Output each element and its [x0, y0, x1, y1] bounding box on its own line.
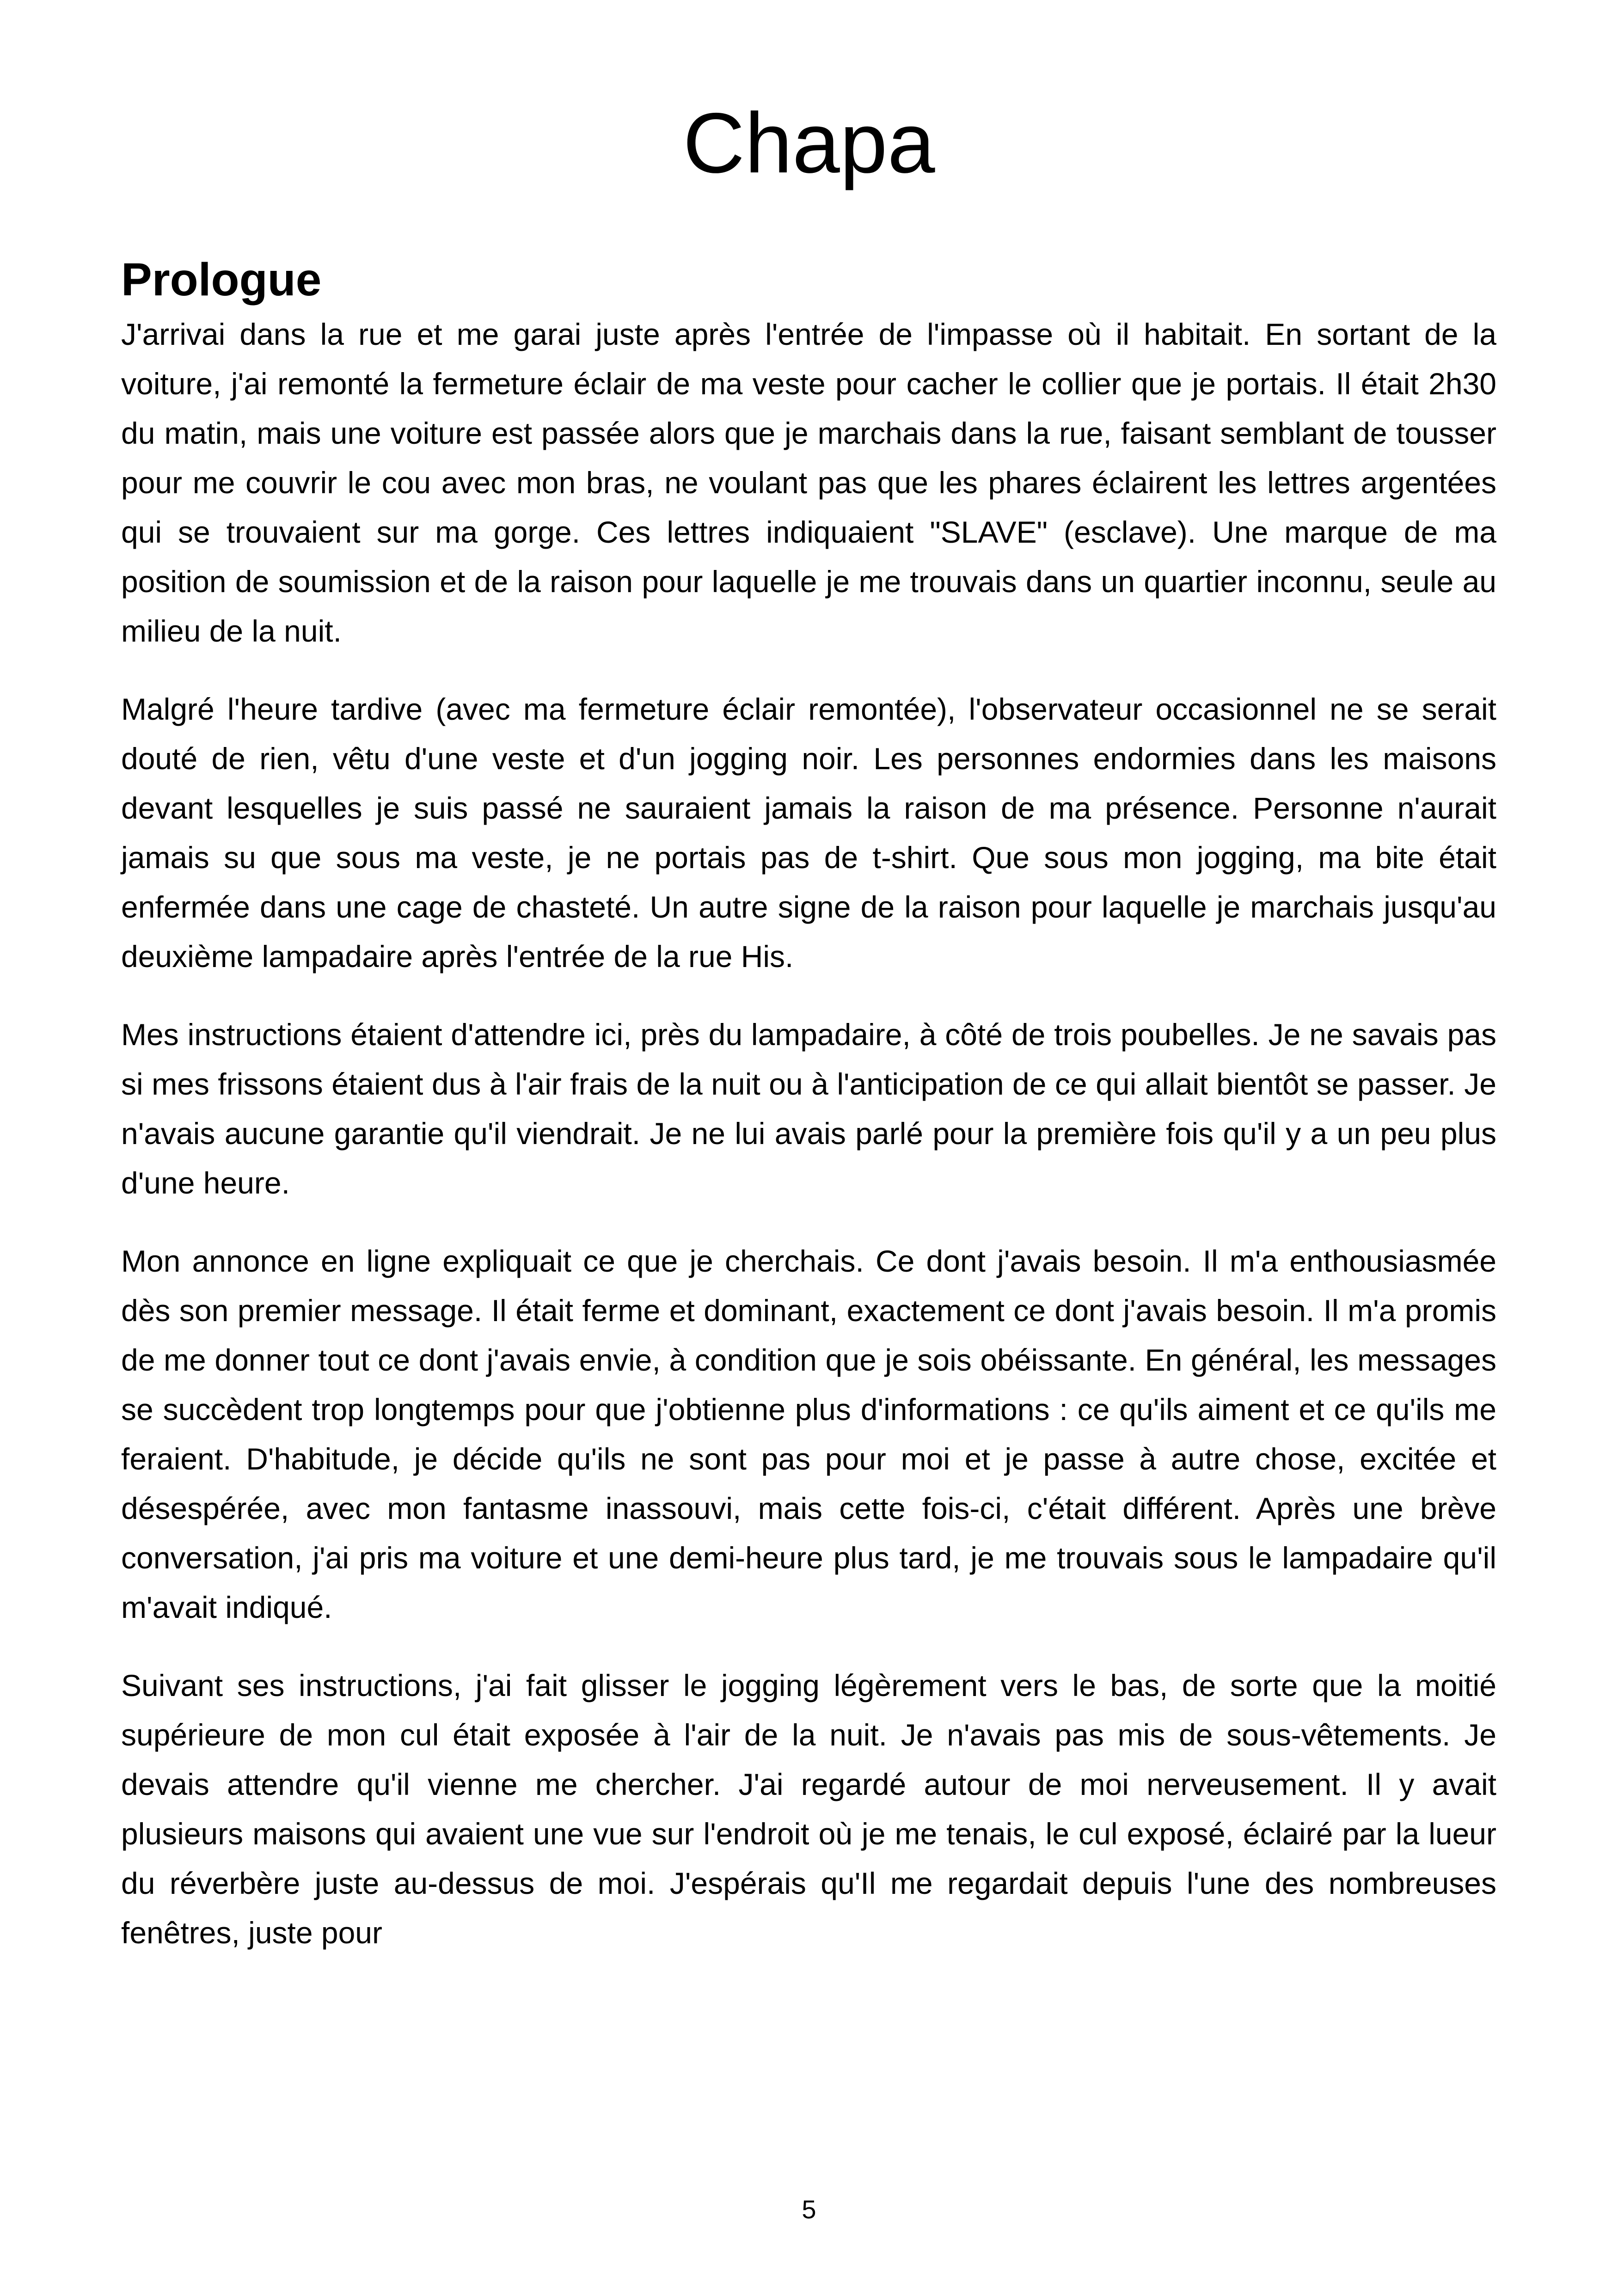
document-body	[121, 250, 1496, 1986]
paragraph-5: Suivant ses instructions, j'ai fait glisser le jogging légèrement vers le bas, de sorte que la moitié supérieure de mon cul était exposée à l'air de la nuit. Je n'avais pas mis de sous-vêtements. Je devais attendre qu'il vienne me chercher. J'ai regardé autour de moi nerveusement. Il y avait plusieurs maisons qui avaient une vue sur l'endroit où je me tenais, le cul exposé, éclairé par la lueur du réverbère juste au-dessus de moi. J'espérais qu'Il me regardait depuis l'une des nombreuses fenêtres, juste pour	[121, 1668, 1496, 1950]
page-number: 5	[802, 2195, 816, 2224]
paragraph-4: Mon annonce en ligne expliquait ce que je cherchais. Ce dont j'avais besoin. Il m'a enthousiasmée dès son premier message. Il était ferme et dominant, exactement ce dont j'avais besoin. Il m'a promis de me donner tout ce dont j'avais envie, à condition que je sois obéissante. En général, les messages se succèdent trop longtemps pour que j'obtienne plus d'informations : ce qu'ils aiment et ce qu'ils me feraient. D'habitude, je décide qu'ils ne sont pas pour moi et je passe à autre chose, excitée et désespérée, avec mon fantasme inassouvi, mais cette fois-ci, c'était différent. Après une brève conversation, j'ai pris ma voiture et une demi-heure plus tard, je me trouvais sous le lampadaire qu'il m'avait indiqué.	[121, 1244, 1496, 1624]
paragraph-2: Malgré l'heure tardive (avec ma fermeture éclair remontée), l'observateur occasionnel ne se serait douté de rien, vêtu d'une veste et d'un jogging noir. Les personnes endormies dans les maisons devant lesquelles je suis passé ne sauraient jamais la raison de ma présence. Personne n'aurait jamais su que sous ma veste, je ne portais pas de t-shirt. Que sous mon jogging, ma bite était enfermée dans une cage de chasteté. Un autre signe de la raison pour laquelle je marchais jusqu'au deuxième lampadaire après l'entrée de la rue His.	[121, 692, 1496, 974]
paragraph-3: Mes instructions étaient d'attendre ici, près du lampadaire, à côté de trois poubelles. Je ne savais pas si mes frissons étaient dus à l'air frais de la nuit ou à l'anticipation de ce qui allait bientôt se passer. Je n'avais aucune garantie qu'il viendrait. Je ne lui avais parlé pour la première fois qu'il y a un peu plus d'une heure.	[121, 1017, 1496, 1200]
paragraph-1: J'arrivai dans la rue et me garai juste après l'entrée de l'impasse où il habitait. En sortant de la voiture, j'ai remonté la fermeture éclair de ma veste pour cacher le collier que je portais. Il était 2h30 du matin, mais une voiture est passée alors que je marchais dans la rue, faisant semblant de tousser pour me couvrir le cou avec mon bras, ne voulant pas que les phares éclairent les lettres argentées qui se trouvaient sur ma gorge. Ces lettres indiquaient "SLAVE" (esclave). Une marque de ma position de soumission et de la raison pour laquelle je me trouvais dans un quartier inconnu, seule au milieu de la nuit.	[121, 317, 1496, 648]
document-title: Chapa	[683, 96, 935, 191]
section-heading: Prologue	[121, 254, 322, 306]
